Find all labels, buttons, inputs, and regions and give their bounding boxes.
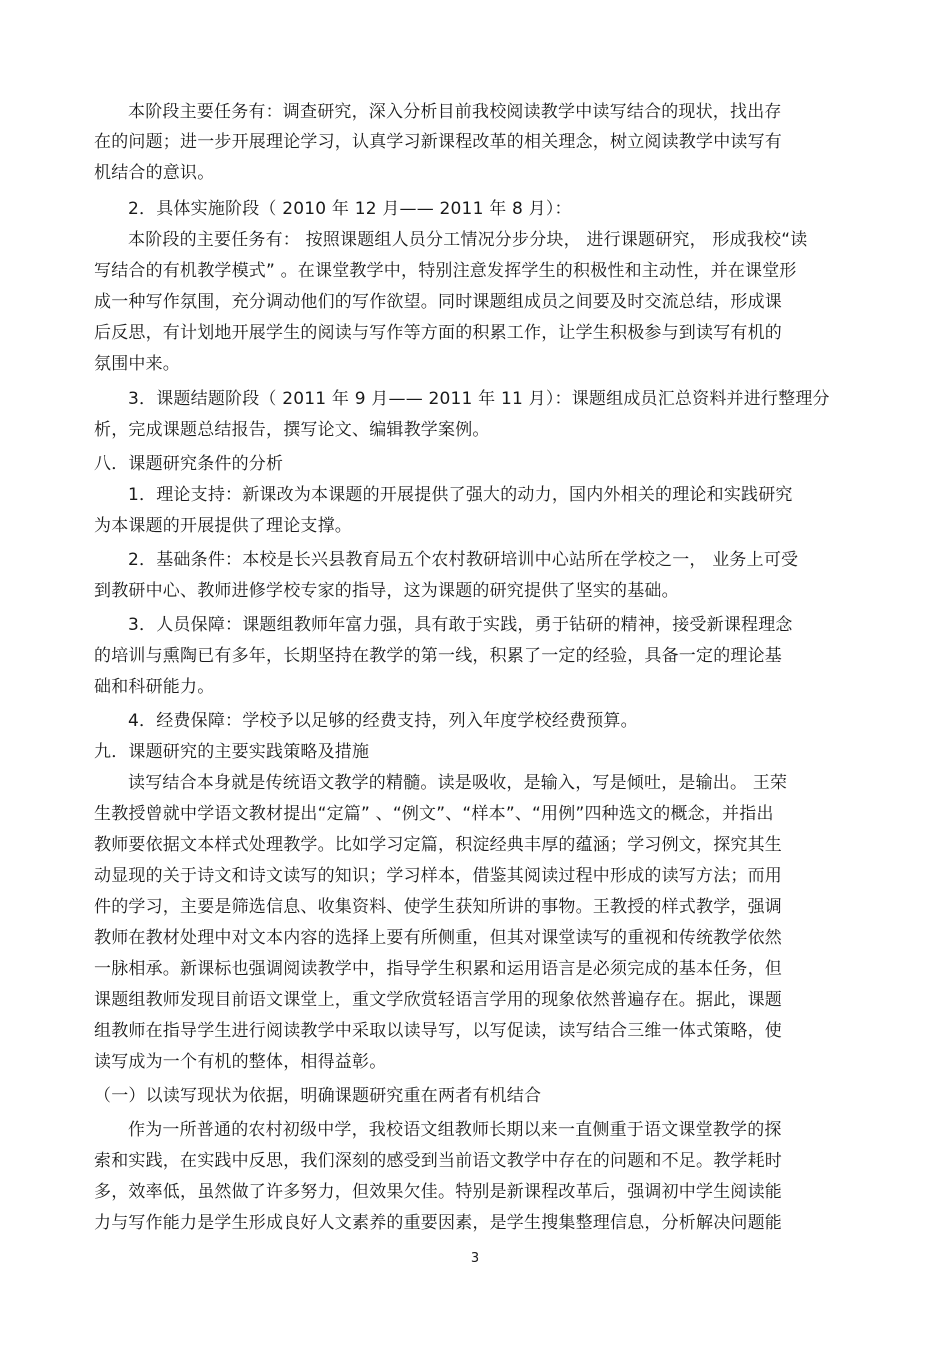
text-line: 机结合的意识。 (94, 163, 215, 183)
text-line: 力与写作能力是学生形成良好人文素养的重要因素，是学生搜集整理信息，分析解决问题能 (94, 1213, 782, 1233)
text-line: 1．理论支持：新课改为本课题的开展提供了强大的动力，国内外相关的理论和实践研究 (128, 485, 793, 505)
text-line: 写结合的有机教学模式” 。在课堂教学中，特别注意发挥学生的积极性和主动性，并在课堂形 (94, 261, 797, 281)
text-line: 组教师在指导学生进行阅读教学中采取以读导写，以写促读，读写结合三维一体式策略，使 (94, 1021, 782, 1041)
text-line: 多，效率低，虽然做了许多努力，但效果欠佳。特别是新课程改革后，强调初中学生阅读能 (94, 1182, 782, 1202)
text-line: 成一种写作氛围，充分调动他们的写作欲望。同时课题组成员之间要及时交流总结，形成课 (94, 292, 782, 312)
text-line: 课题组教师发现目前语文课堂上，重文学欣赏轻语言学用的现象依然普遍存在。据此，课题 (94, 990, 782, 1010)
text-line: 作为一所普通的农村初级中学，我校语文组教师长期以来一直侧重于语文课堂教学的探 (128, 1120, 782, 1140)
text-line: 到教研中心、教师进修学校专家的指导，这为课题的研究提供了坚实的基础。 (94, 581, 679, 601)
text-line: 础和科研能力。 (94, 677, 215, 697)
text-line: 本阶段主要任务有：调查研究，深入分析目前我校阅读教学中读写结合的现状，找出存 (128, 102, 782, 122)
text-line: 4．经费保障：学校予以足够的经费支持，列入年度学校经费预算。 (128, 711, 638, 731)
text-line: 在的问题；进一步开展理论学习，认真学习新课程改革的相关理念，树立阅读教学中读写有 (94, 132, 782, 152)
subsection-heading: （一）以读写现状为依据，明确课题研究重在两者有机结合 (94, 1086, 542, 1106)
text-line: 的培训与熏陶已有多年，长期坚持在教学的第一线，积累了一定的经验，具备一定的理论基 (94, 646, 782, 666)
text-line: 析，完成课题总结报告，撰写论文、编辑教学案例。 (94, 420, 490, 440)
text-line: 教师在教材处理中对文本内容的选择上要有所侧重，但其对课堂读写的重视和传统教学依然 (94, 928, 782, 948)
section-heading: 八．课题研究条件的分析 (94, 454, 284, 474)
text-line: 3．人员保障：课题组教师年富力强，具有敢于实践，勇于钻研的精神，接受新课程理念 (128, 615, 793, 635)
section-heading: 2．具体实施阶段（ 2010 年 12 月—— 2011 年 8 月）： (128, 199, 572, 219)
text-line: 读写结合本身就是传统语文教学的精髓。读是吸收，是输入，写是倾吐，是输出。 王荣 (128, 773, 788, 793)
page-number: 3 (470, 1251, 480, 1266)
text-line: 生教授曾就中学语文教材提出“定篇” 、“例文”、“样本”、“用例”四种选文的概念，并指出 (94, 804, 774, 824)
text-line: 件的学习，主要是筛选信息、收集资料、使学生获知所讲的事物。王教授的样式教学，强调 (94, 897, 782, 917)
text-line: 教师要依据文本样式处理教学。比如学习定篇，积淀经典丰厚的蕴涵；学习例文，探究其生 (94, 835, 782, 855)
text-line: 后反思，有计划地开展学生的阅读与写作等方面的积累工作，让学生积极参与到读写有机的 (94, 323, 782, 343)
section-heading: 九．课题研究的主要实践策略及措施 (94, 742, 370, 762)
text-line: 本阶段的主要任务有： 按照课题组人员分工情况分步分块， 进行课题研究， 形成我校“读 (128, 230, 808, 250)
text-line: 氛围中来。 (94, 354, 180, 374)
text-line: 为本课题的开展提供了理论支撑。 (94, 516, 352, 536)
text-line: 读写成为一个有机的整体，相得益彰。 (94, 1052, 387, 1072)
text-line: 2．基础条件：本校是长兴县教育局五个农村教研培训中心站所在学校之一， 业务上可受 (128, 550, 799, 570)
text-line: 一脉相承。新课标也强调阅读教学中，指导学生积累和运用语言是必须完成的基本任务，但 (94, 959, 782, 979)
text-line: 索和实践，在实践中反思，我们深刻的感受到当前语文教学中存在的问题和不足。教学耗时 (94, 1151, 782, 1171)
text-line: 3．课题结题阶段（ 2011 年 9 月—— 2011 年 11 月）：课题组成员汇总资料并进行整理分 (128, 389, 830, 409)
text-line: 动显现的关于诗文和诗文读写的知识；学习样本，借鉴其阅读过程中形成的读写方法；而用 (94, 866, 782, 886)
